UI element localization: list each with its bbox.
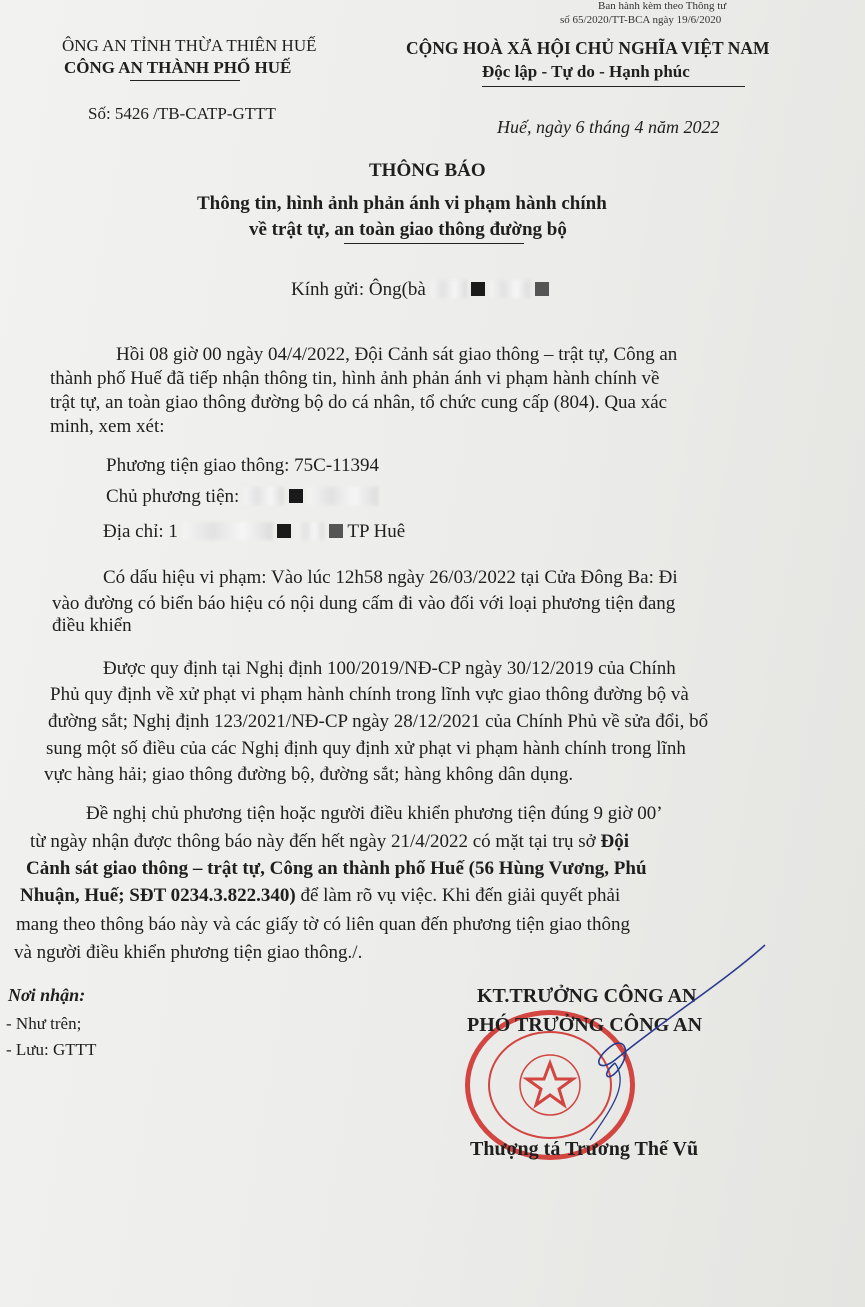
circular-note-line1: Ban hành kèm theo Thông tư	[598, 0, 727, 12]
document-date: Huế, ngày 6 tháng 4 năm 2022	[497, 117, 720, 137]
p4-line4	[20, 884, 620, 908]
p4-line2-text: từ ngày nhận được thông báo này đến hết ngày 21/4/2022 có mặt tại trụ sở	[30, 831, 601, 852]
document-subtitle-2: về trật tự, an toàn giao thông đường bộ	[249, 219, 567, 240]
p4-line1: Đề nghị chủ phương tiện hoặc người điều khiển phương tiện đúng 9 giờ 00’	[86, 803, 663, 824]
redacted-name	[490, 280, 530, 298]
p3-line3: đường sắt; Nghị định 123/2021/NĐ-CP ngày 28/12/2021 của Chính Phủ về sửa đổi, bổ	[48, 711, 709, 732]
address-line	[103, 520, 405, 544]
p2-line3: điều khiển	[52, 615, 132, 636]
redacted-owner	[244, 487, 284, 505]
document-number: Số: 5426 /TB-CATP-GTTT	[88, 104, 276, 123]
p3-line2: Phủ quy định về xử phạt vi phạm hành chính trong lĩnh vực giao thông đường bộ và	[50, 684, 689, 705]
redacted-address	[296, 522, 324, 540]
country-name: CỘNG HOÀ XÃ HỘI CHỦ NGHĨA VIỆT NAM	[406, 38, 770, 58]
p3-line4: sung một số điều của các Nghị định quy định xử phạt vi phạm hành chính trong lĩnh	[46, 738, 686, 759]
org-name: CÔNG AN THÀNH PHỐ HUẾ	[64, 58, 292, 77]
p1-line1: Hồi 08 giờ 00 ngày 04/4/2022, Đội Cảnh sát giao thông – trật tự, Công an	[116, 344, 678, 365]
p2-line2: vào đường có biển báo hiệu có nội dung cấm đi vào đối với loại phương tiện đang	[52, 593, 676, 614]
redacted-name	[431, 280, 467, 298]
redaction-block	[535, 282, 549, 296]
recipient-item: - Lưu: GTTT	[6, 1040, 97, 1059]
handwritten-signature	[520, 935, 780, 1165]
signature-title-1: KT.TRƯỞNG CÔNG AN	[477, 985, 697, 1007]
p2-line1: Có dấu hiệu vi phạm: Vào lúc 12h58 ngày 26/03/2022 tại Cửa Đông Ba: Đi	[103, 567, 678, 588]
p3-line1: Được quy định tại Nghị định 100/2019/NĐ-CP ngày 30/12/2019 của Chính	[103, 658, 676, 679]
document-title: THÔNG BÁO	[369, 160, 486, 181]
redaction-block	[277, 524, 291, 538]
motto-underline	[482, 86, 745, 87]
redaction-block	[329, 524, 343, 538]
owner-line	[106, 485, 378, 509]
p4-line4-text: để làm rõ vụ việc. Khi đến giải quyết phải	[295, 885, 621, 906]
org-parent: ÔNG AN TỈNH THỪA THIÊN HUẾ	[62, 36, 317, 55]
recipients-title: Nơi nhận:	[8, 985, 86, 1005]
recipient-item: - Như trên;	[6, 1014, 82, 1033]
org-underline	[130, 80, 240, 81]
recipient-line	[291, 278, 549, 302]
redacted-owner	[308, 487, 378, 505]
signature-title-2: PHÓ TRƯỞNG CÔNG AN	[467, 1014, 703, 1036]
subtitle-underline	[344, 243, 524, 244]
vehicle-plate: Phương tiện giao thông: 75C-11394	[106, 455, 379, 476]
address-label: Địa chỉ: 1	[103, 521, 178, 542]
circular-note-line2: số 65/2020/TT-BCA ngày 19/6/2020	[560, 14, 722, 26]
owner-label: Chủ phương tiện:	[106, 486, 240, 507]
p1-line2: thành phố Huế đã tiếp nhận thông tin, hình ảnh phản ánh vi phạm hành chính về	[50, 368, 660, 389]
redacted-address	[183, 522, 273, 540]
redaction-block	[289, 489, 303, 503]
p4-line5: mang theo thông báo này và các giấy tờ có liên quan đến phương tiện giao thông	[16, 914, 630, 935]
p4-line6: và người điều khiển phương tiện giao thông./.	[14, 942, 363, 963]
p4-line3: Cảnh sát giao thông – trật tự, Công an thành phố Huế (56 Hùng Vương, Phú	[26, 858, 647, 879]
document-subtitle-1: Thông tin, hình ảnh phản ánh vi phạm hành chính	[197, 193, 607, 214]
motto: Độc lập - Tự do - Hạnh phúc	[482, 62, 690, 81]
address-city: TP Huê	[347, 521, 406, 542]
p1-line3: trật tự, an toàn giao thông đường bộ do cá nhân, tổ chức cung cấp (804). Qua xác	[50, 392, 668, 413]
p4-line2	[30, 830, 629, 854]
p4-line2-bold: Đội	[600, 831, 629, 852]
recipient-label: Kính gửi: Ông(bà	[291, 279, 426, 300]
p1-line4: minh, xem xét:	[50, 416, 165, 437]
p3-line5: vực hàng hải; giao thông đường bộ, đường sắt; hàng không dân dụng.	[44, 764, 574, 785]
redaction-block	[471, 282, 485, 296]
signer-name: Thượng tá Trương Thế Vũ	[470, 1138, 699, 1160]
p4-line4-bold: Nhuận, Huế; SĐT 0234.3.822.340)	[20, 885, 296, 906]
